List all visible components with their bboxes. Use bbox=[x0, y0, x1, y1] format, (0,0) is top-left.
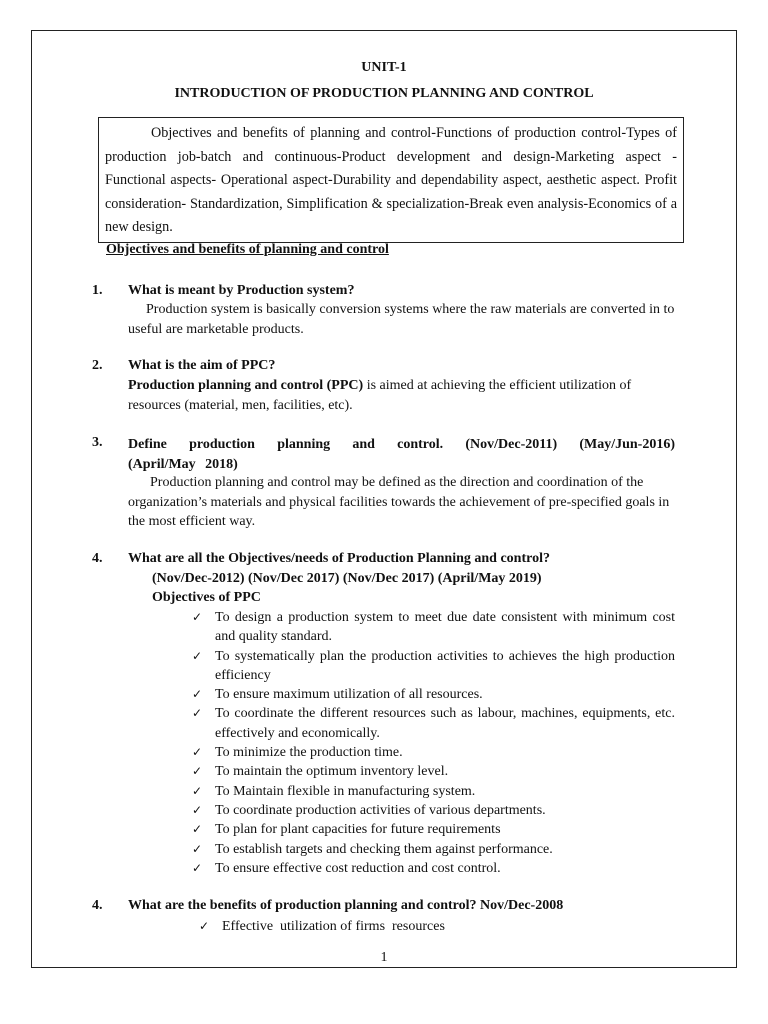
benefits-list bbox=[197, 917, 682, 936]
list-item: ✓ To maintain the optimum inventory level. bbox=[190, 762, 675, 781]
checkmark-icon: ✓ bbox=[192, 648, 203, 663]
list-item: ✓ To coordinate the different resources such as labour, machines, equipments, etc. effectively and economically. bbox=[192, 706, 675, 741]
question-number: 3. bbox=[92, 435, 103, 450]
question-number: 2. bbox=[92, 358, 103, 373]
question-number: 4. bbox=[92, 898, 103, 913]
answer-bold-term: Production planning and control (PPC) bbox=[128, 378, 364, 393]
checkmark-icon: ✓ bbox=[192, 745, 203, 760]
list-item: ✓ To minimize the production time. bbox=[190, 743, 675, 762]
checkmark-icon: ✓ bbox=[192, 706, 203, 721]
question-text: What is the aim of PPC? bbox=[128, 358, 276, 373]
question-text: Define production planning and control. (Nov/Dec-2011) (May/Jun-2016) (April/May 2018) bbox=[128, 437, 675, 472]
answer-rest: is aimed at achieving the efficient utilization of resources (material, men, facilities, etc). bbox=[128, 378, 632, 413]
syllabus-box bbox=[98, 117, 684, 243]
answer-text: Production planning and control may be defined as the direction and coordination of the organization’s materials and physical facilities towards the achievement of pre-specified goals in the most efficient way. bbox=[128, 475, 670, 529]
list-item: ✓ Effective utilization of firms resources bbox=[197, 917, 682, 936]
checkmark-icon: ✓ bbox=[199, 919, 210, 933]
page-number: 1 bbox=[380, 950, 388, 965]
syllabus-text: Objectives and benefits of planning and control-Functions of production control-Types of production job-batch and continuous-Product development and design-Marketing aspect - Functional aspects- Operational aspect-Durability and dependability aspect, aesthetic aspect. Profit consideration- Standardization, Simplification & specialization-Break even analysis-Economics of a new design. bbox=[105, 125, 677, 236]
list-item: ✓ To coordinate production activities of various departments. bbox=[190, 801, 675, 820]
list-item: ✓ To systematically plan the production activities to achieves the high production efficiency bbox=[192, 648, 675, 683]
list-item: ✓ To design a production system to meet due date consistent with minimum cost and quality standard. bbox=[192, 610, 675, 645]
checkmark-icon: ✓ bbox=[192, 687, 203, 702]
checkmark-icon: ✓ bbox=[192, 764, 203, 779]
answer-text: Production system is basically conversion systems where the raw materials are converted in to useful are marketable products. bbox=[128, 302, 675, 337]
question-text: What are the benefits of production planning and control? Nov/Dec-2008 bbox=[128, 898, 564, 913]
question-text: What is meant by Production system? bbox=[128, 283, 355, 298]
objectives-list bbox=[190, 608, 675, 878]
unit-label: UNIT-1 bbox=[361, 60, 407, 75]
question-number: 1. bbox=[92, 283, 103, 298]
checkmark-icon: ✓ bbox=[192, 802, 203, 817]
question-dates: (Nov/Dec-2012) (Nov/Dec 2017) (Nov/Dec 2017) (April/May 2019) bbox=[152, 571, 542, 586]
checkmark-icon: ✓ bbox=[192, 610, 203, 624]
list-item: ✓ To establish targets and checking them against performance. bbox=[190, 840, 675, 859]
checkmark-icon: ✓ bbox=[192, 841, 203, 856]
list-item: ✓ To ensure maximum utilization of all resources. bbox=[190, 685, 675, 704]
page-title: INTRODUCTION OF PRODUCTION PLANNING AND CONTROL bbox=[174, 86, 594, 101]
section-heading: Objectives and benefits of planning and control bbox=[106, 242, 389, 257]
question-number: 4. bbox=[92, 551, 103, 566]
answer-text bbox=[128, 376, 675, 415]
list-item: ✓ To ensure effective cost reduction and cost control. bbox=[190, 859, 675, 878]
list-item: ✓ To Maintain flexible in manufacturing system. bbox=[190, 782, 675, 801]
question-text: What are all the Objectives/needs of Production Planning and control? bbox=[128, 551, 550, 566]
sub-heading: Objectives of PPC bbox=[152, 590, 261, 605]
checkmark-icon: ✓ bbox=[192, 783, 203, 798]
list-item: ✓ To plan for plant capacities for future requirements bbox=[190, 820, 675, 839]
checkmark-icon: ✓ bbox=[192, 822, 203, 837]
checkmark-icon: ✓ bbox=[192, 860, 203, 875]
